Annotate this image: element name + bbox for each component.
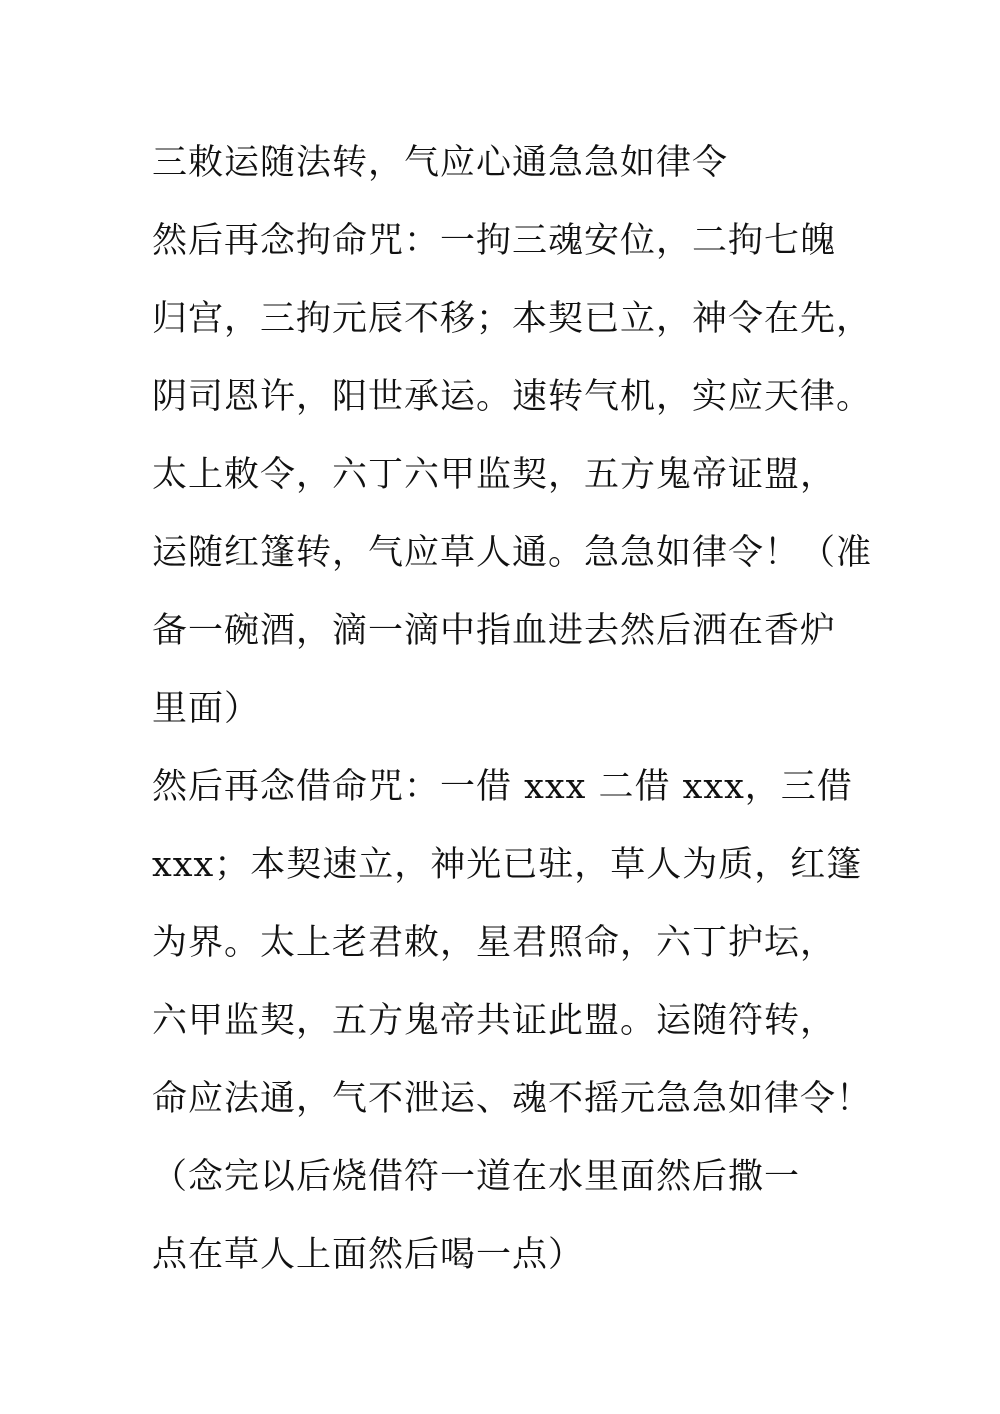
text-line-14: （念完以后烧借符一道在水里面然后撒一 — [152, 1157, 801, 1197]
text-line-15: 点在草人上面然后喝一点） — [152, 1235, 585, 1275]
text-line-4: 阴司恩许，阳世承运。速转气机，实应天律。 — [152, 377, 873, 417]
text-line-13: 命应法通，气不泄运、魂不摇元急急如律令！ — [152, 1079, 873, 1119]
text-line-7: 备一碗酒，滴一滴中指血进去然后洒在香炉 — [152, 611, 837, 651]
text-line-12: 六甲监契，五方鬼帝共证此盟。运随符转， — [152, 1001, 837, 1041]
text-line-1: 三敕运随法转，气应心通急急如律令 — [152, 143, 729, 183]
text-line-10: xxx；本契速立，神光已驻，草人为质，红篷 — [152, 845, 863, 885]
text-line-6: 运随红篷转，气应草人通。急急如律令！（准 — [152, 533, 873, 573]
text-line-11: 为界。太上老君敕，星君照命，六丁护坛， — [152, 923, 837, 963]
text-line-5: 太上敕令，六丁六甲监契，五方鬼帝证盟， — [152, 455, 837, 495]
text-line-8: 里面） — [152, 689, 261, 729]
text-line-9: 然后再念借命咒：一借 xxx 二借 xxx，三借 — [152, 767, 853, 807]
text-line-2: 然后再念拘命咒：一拘三魂安位，二拘七魄 — [152, 221, 837, 261]
body-text — [152, 124, 873, 1294]
text-line-3: 归宫，三拘元辰不移；本契已立，神令在先， — [152, 299, 873, 339]
